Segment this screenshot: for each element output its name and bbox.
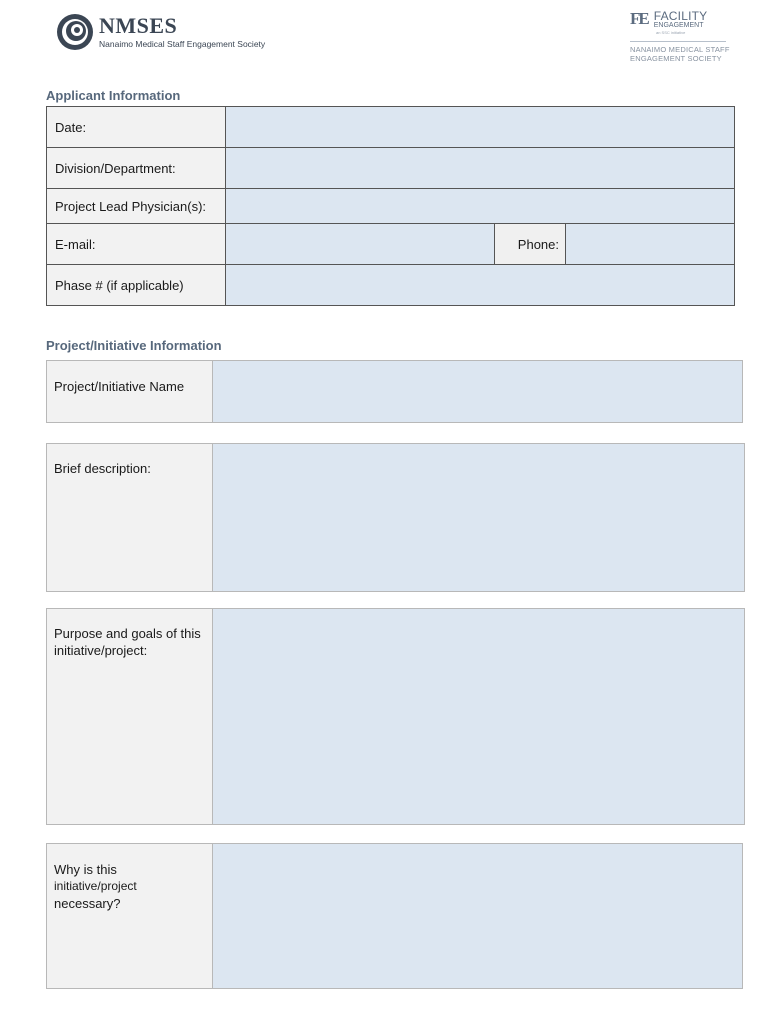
- purpose-box: [46, 608, 745, 825]
- society-line-1: NANAIMO MEDICAL STAFF: [630, 45, 730, 54]
- necessity-label: [47, 844, 213, 988]
- facility-text: FACILITY: [653, 9, 708, 23]
- logo-title: NMSES: [99, 13, 178, 38]
- nmses-logo: [55, 12, 265, 52]
- date-field[interactable]: [226, 107, 735, 148]
- lead-physician-field[interactable]: [226, 189, 735, 224]
- division-label: Division/Department:: [47, 148, 226, 189]
- applicant-heading: Applicant Information: [46, 88, 181, 103]
- phone-field[interactable]: [566, 224, 735, 265]
- facility-engagement-logo: [630, 10, 740, 63]
- fe-mark: FE: [630, 9, 648, 28]
- purpose-field[interactable]: [213, 609, 744, 824]
- phase-label: Phase # (if applicable): [47, 265, 226, 306]
- project-heading: Project/Initiative Information: [46, 338, 222, 353]
- engagement-text: ENGAGEMENT: [653, 22, 704, 29]
- phone-label: Phone:: [495, 224, 566, 265]
- description-label: Brief description:: [47, 444, 213, 591]
- necessity-label-line-2: initiative/project: [54, 879, 137, 893]
- project-name-label: Project/Initiative Name: [47, 361, 213, 422]
- email-label: E-mail:: [47, 224, 226, 265]
- necessity-field[interactable]: [213, 844, 742, 988]
- logo-divider: [630, 41, 726, 42]
- project-name-box: [46, 360, 743, 423]
- logo-subtitle: Nanaimo Medical Staff Engagement Society: [99, 39, 266, 49]
- division-field[interactable]: [226, 148, 735, 189]
- phase-field[interactable]: [226, 265, 735, 306]
- phase-row: [47, 265, 735, 306]
- date-label: Date:: [47, 107, 226, 148]
- email-field[interactable]: [226, 224, 495, 265]
- date-row: [47, 107, 735, 148]
- necessity-label-line-1: Why is this: [54, 862, 117, 877]
- necessity-label-line-3: necessary?: [54, 896, 121, 911]
- lead-physician-label: Project Lead Physician(s):: [47, 189, 226, 224]
- description-field[interactable]: [213, 444, 744, 591]
- description-box: [46, 443, 745, 592]
- applicant-table: [46, 106, 735, 306]
- lead-row: [47, 189, 735, 224]
- spiral-logo-icon: [55, 12, 95, 52]
- necessity-box: [46, 843, 743, 989]
- project-name-field[interactable]: [213, 361, 742, 422]
- purpose-label: Purpose and goals of this initiative/project:: [47, 609, 213, 824]
- contact-row: [47, 224, 735, 265]
- ssc-initiative-text: an SSC initiative: [656, 30, 686, 35]
- division-row: [47, 148, 735, 189]
- society-line-2: ENGAGEMENT SOCIETY: [630, 54, 722, 63]
